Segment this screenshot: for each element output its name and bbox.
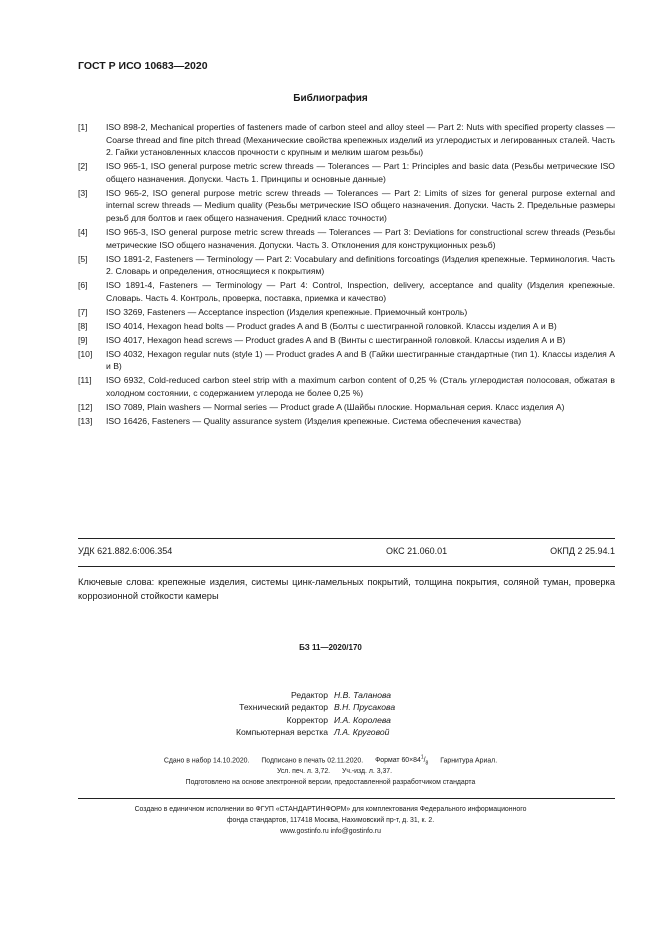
entry-text: ISO 3269, Fasteners — Acceptance inspection (Изделия крепежные. Приемочный контроль) [106,306,468,317]
paper-format: Формат $60\times 84^1/_8$ [375,755,429,767]
entry-number: [10] [78,348,93,359]
email-link[interactable]: info@gostinfo.ru [330,828,381,835]
signed-to-print: Подписано в печать 02.11.2020. [261,757,364,765]
entry-number: [1] [78,122,88,132]
divider-top [78,538,615,539]
entry-text: ISO 6932, Cold-reduced carbon steel strip with a maximum carbon content of 0,25 % (Сталь углеродистая полосовая, обжатая в холодном состоянии, с содержанием углерода не более 0,25 %) [106,375,615,398]
document-id: ГОСТ Р ИСО 10683—2020 [78,60,208,72]
editor-row [0,701,661,713]
bibliography-entry [78,160,615,185]
entry-number: [13] [78,415,93,426]
bibliography-entry [78,226,615,251]
divider-codes [78,566,615,567]
bibliography-entry [78,348,615,373]
entry-text: ISO 1891-4, Fasteners — Terminology — Part 4: Control, Inspection, delivery, acceptance and quality (Изделия крепежные. Словарь. Часть 4. Контроль, проверка, поставка, приемка и качество) [106,280,615,303]
entry-number: [6] [78,280,88,291]
editor-role: Технический редактор [239,702,328,713]
udk-code: УДК 621.882.6:006.354 [78,546,173,556]
editor-role: Редактор [291,690,328,700]
editor-name: Н.В. Таланова [334,690,392,700]
entry-number: [2] [78,161,88,172]
entry-number: [4] [78,226,88,237]
publisher-sheets: Уч.-изд. л. 3,37. [342,768,393,775]
divider-footer [78,798,615,799]
bibliography-title: Библиография [293,93,368,104]
entry-number: [5] [78,253,88,264]
entry-text: ISO 16426, Fasteners — Quality assurance system (Изделия крепежные. Система обеспечения качества) [106,415,522,426]
editors-list [0,689,661,739]
entry-text: ISO 898-2, Mechanical properties of fasteners made of carbon steel and alloy steel — Part 2: Nuts with specified property classes — Coarse thread and fine pitch thread (Механические свойства крепежных изделий из углеродистых и легированных сталей. Часть 2. Гайки установленных классов прочности с крупным и мелким шагом резьбы) [106,122,615,158]
entry-text: ISO 965-2, ISO general purpose metric screw threads — Tolerances — Part 2: Limits of sizes for general purpose external and internal screw threads — Medium quality (Резьбы метрические ISO общего назначения. Допуски. Часть 2. Предельные размеры резьб для болтов и гаек общего назначения. Средний класс точности) [106,187,615,223]
entry-number: [3] [78,187,88,198]
website-link[interactable]: www.gostinfo.ru [280,828,329,835]
bibliography-entry [78,279,615,304]
bibliography-entry [78,121,615,159]
bibliography-entry [78,401,615,414]
bibliography-entry [78,253,615,278]
bibliography-entry [78,374,615,399]
editor-row [0,689,661,701]
publisher-footer [0,804,661,837]
entry-text: ISO 4017, Hexagon head screws — Product grades A and B (Винты с шестигранной головкой. Классы изделия А и В) [106,334,566,345]
bibliography-list [78,121,615,429]
footer-line1: Создано в единичном исполнении во ФГУП «СТАНДАРТИНФОРМ» для комплектования Федерального информационного [134,806,527,813]
entry-text: ISO 4032, Hexagon regular nuts (style 1) — Product grades A and B (Гайки шестигранные стандартные (тип 1). Классы изделия А и В) [106,348,615,372]
bibliography-entry [78,415,615,428]
entry-number: [11] [78,375,92,386]
okpd-code: ОКПД 2 25.94.1 [550,546,615,556]
keywords: Ключевые слова: крепежные изделия, системы цинк-ламельных покрытий, толщина покрытия, соляной туман, проверка коррозионной стойкости камеры [78,577,615,601]
print-sheets: Усл. печ. л. 3,72. [276,768,331,775]
entry-text: ISO 965-3, ISO general purpose metric screw threads — Tolerances — Part 3: Deviations for constructional screw threads (Резьбы метрические ISO общего назначения. Допуски. Часть 3. Отклонения для конструкционных резьб) [106,226,615,250]
entry-text: ISO 1891-2, Fasteners — Terminology — Part 2: Vocabulary and definitions forcoatings (Изделия крепежные. Терминология. Часть 2. Словарь и определения, относящиеся к покрытиям) [106,253,615,277]
editor-role: Корректор [286,714,328,725]
editor-name: Л.А. Круговой [334,727,390,738]
print-info-line1 [0,755,661,767]
editor-name: И.А. Королева [334,714,391,725]
entry-number: [8] [78,320,88,331]
entry-number: [9] [78,334,88,345]
footer-line2: фонда стандартов, 117418 Москва, Нахимовский пр-т, д. 31, к. 2. [226,817,435,824]
footer-contacts [0,826,661,837]
prepared-note: Подготовлено на основе электронной версии, предоставленной разработчиком стандарта [185,779,476,786]
entry-text: ISO 4014, Hexagon head bolts — Product grades A and B (Болты с шестигранной головкой. Классы изделия А и В) [106,320,557,331]
print-info-line2 [0,768,661,775]
editor-name: В.Н. Прусакова [334,702,396,713]
bibliography-entry [78,187,615,225]
bz-number: БЗ 11—2020/170 [299,643,362,652]
entry-number: [7] [78,306,88,317]
editor-row [0,726,661,738]
editor-role: Компьютерная верстка [235,727,328,738]
sent-to-set: Сдано в набор 14.10.2020. [163,757,250,765]
entry-text: ISO 965-1, ISO general purpose metric screw threads — Tolerances — Part 1: Principles and basic data (Резьбы метрические ISO общего назначения. Допуски. Часть 1. Принципы и основные данные) [106,161,615,184]
entry-number: [12] [78,401,93,412]
entry-text: ISO 7089, Plain washers — Normal series — Product grade A (Шайбы плоские. Нормальная серия. Класс изделия А) [106,401,565,412]
oks-code: ОКС 21.060.01 [386,546,448,556]
bibliography-entry [78,334,615,347]
bibliography-entry [78,306,615,319]
typeface: Гарнитура Ариал. [440,757,498,765]
editor-row [0,714,661,726]
bibliography-entry [78,320,615,333]
